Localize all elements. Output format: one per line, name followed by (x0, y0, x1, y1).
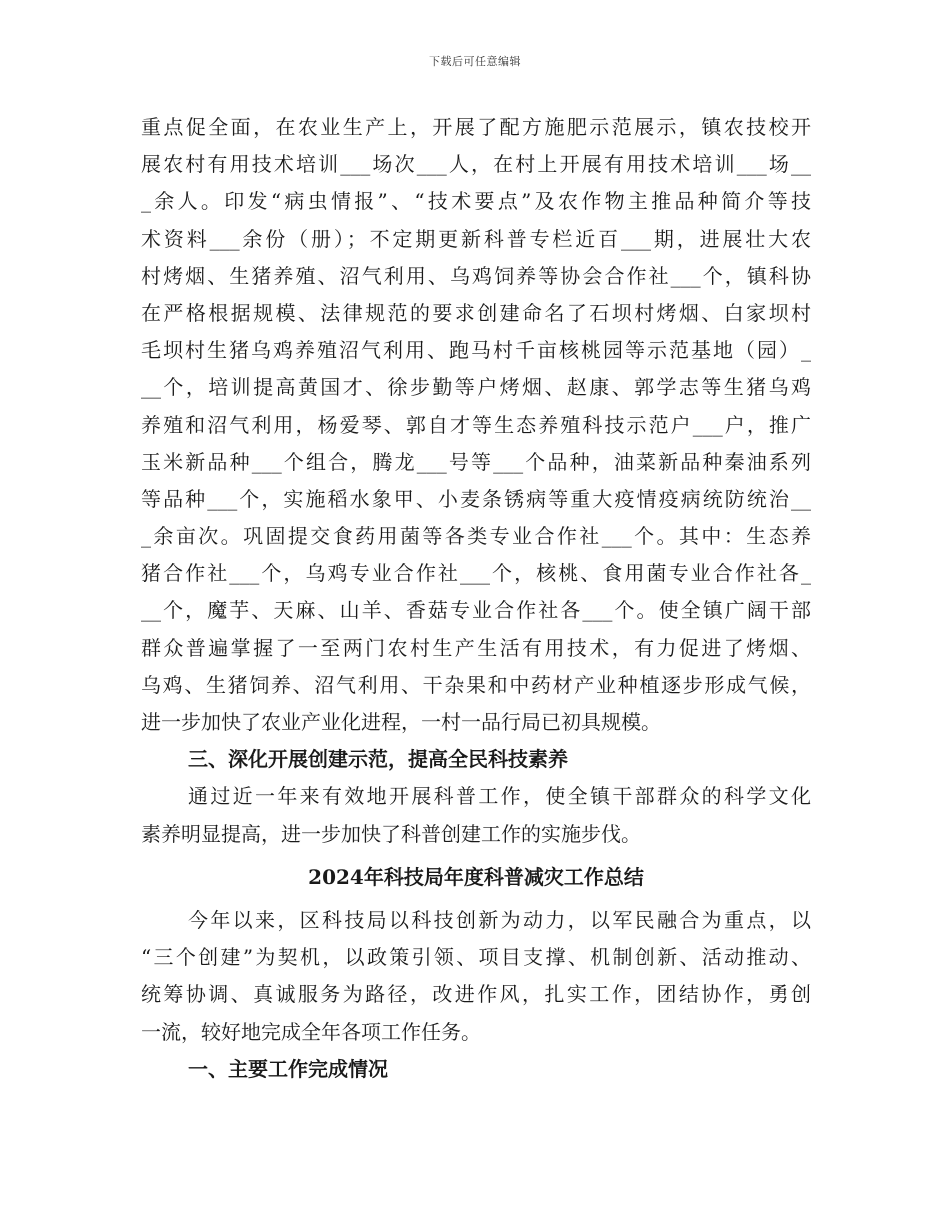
paragraph-line: __个，培训提高黄国才、徐步勤等户烤烟、赵康、郭学志等生猪乌鸡 (141, 375, 811, 400)
paragraph-line: 展农村有用技术培训___场次___人，在村上开展有用技术培训___场__ (141, 152, 811, 177)
paragraph-line: 毛坝村生猪乌鸡养殖沼气利用、跑马村千亩核桃园等示范基地（园）_ (141, 338, 811, 363)
paragraph-line: 进一步加快了农业产业化进程，一村一品行局已初具规模。 (141, 710, 661, 734)
paragraph-line: 群众普遍掌握了一至两门农村生产生活有用技术，有力促进了烤烟、 (141, 635, 811, 660)
document-body (141, 109, 811, 1088)
paragraph-line: 玉米新品种___个组合，腾龙___号等___个品种，油菜新品种秦油系列 (141, 449, 811, 474)
paragraph-line: 在严格根据规模、法律规范的要求创建命名了石坝村烤烟、白家坝村 (141, 300, 811, 325)
section-heading-1: 一、主要工作完成情况 (188, 1056, 388, 1081)
paragraph-line: _余亩次。巩固提交食药用菌等各类专业合作社___个。其中：生态养 (141, 524, 811, 549)
paragraph-line: “三个创建”为契机，以政策引领、项目支撑、机制创新、活动推动、 (141, 945, 811, 970)
paragraph-line: 今年以来，区科技局以科技创新为动力，以军民融合为重点，以 (188, 907, 811, 932)
paragraph-line: __个，魔芋、天麻、山羊、香菇专业合作社各___个。使全镇广阔干部 (141, 598, 811, 623)
paragraph-line: 村烤烟、生猪养殖、沼气利用、乌鸡饲养等协会合作社___个，镇科协 (141, 263, 811, 288)
paragraph-line: 等品种___个，实施稻水象甲、小麦条锈病等重大疫情疫病统防统治__ (141, 486, 811, 511)
paragraph-line: 素养明显提高，进一步加快了科普创建工作的实施步伐。 (141, 821, 641, 846)
paragraph-line: 通过近一年来有效地开展科普工作，使全镇干部群众的科学文化 (188, 784, 811, 809)
document-title: 2024年科技局年度科普减灾工作总结 (308, 864, 644, 889)
page-header-note: 下载后可任意编辑 (429, 55, 521, 68)
paragraph-line: 统筹协调、真诚服务为路径，改进作风，扎实工作，团结协作，勇创 (141, 982, 811, 1007)
paragraph-line: 重点促全面，在农业生产上，开展了配方施肥示范展示，镇农技校开 (141, 115, 811, 139)
paragraph-line: 养殖和沼气利用，杨爱琴、郭自才等生态养殖科技示范户___户，推广 (141, 412, 811, 437)
paragraph-line: 乌鸡、生猪饲养、沼气利用、干杂果和中药材产业种植逐步形成气候， (141, 672, 811, 697)
section-heading-3: 三、深化开展创建示范，提高全民科技素养 (188, 747, 568, 772)
paragraph-line: 一流，较好地完成全年各项工作任务。 (141, 1019, 481, 1044)
paragraph-line: _余人。印发“病虫情报”、“技术要点”及农作物主推品种简介等技 (141, 189, 811, 214)
paragraph-line: 术资料___余份（册）；不定期更新科普专栏近百___期，进展壮大农 (141, 226, 811, 251)
paragraph-line: 猪合作社___个，乌鸡专业合作社___个，核桃、食用菌专业合作社各_ (141, 561, 811, 586)
